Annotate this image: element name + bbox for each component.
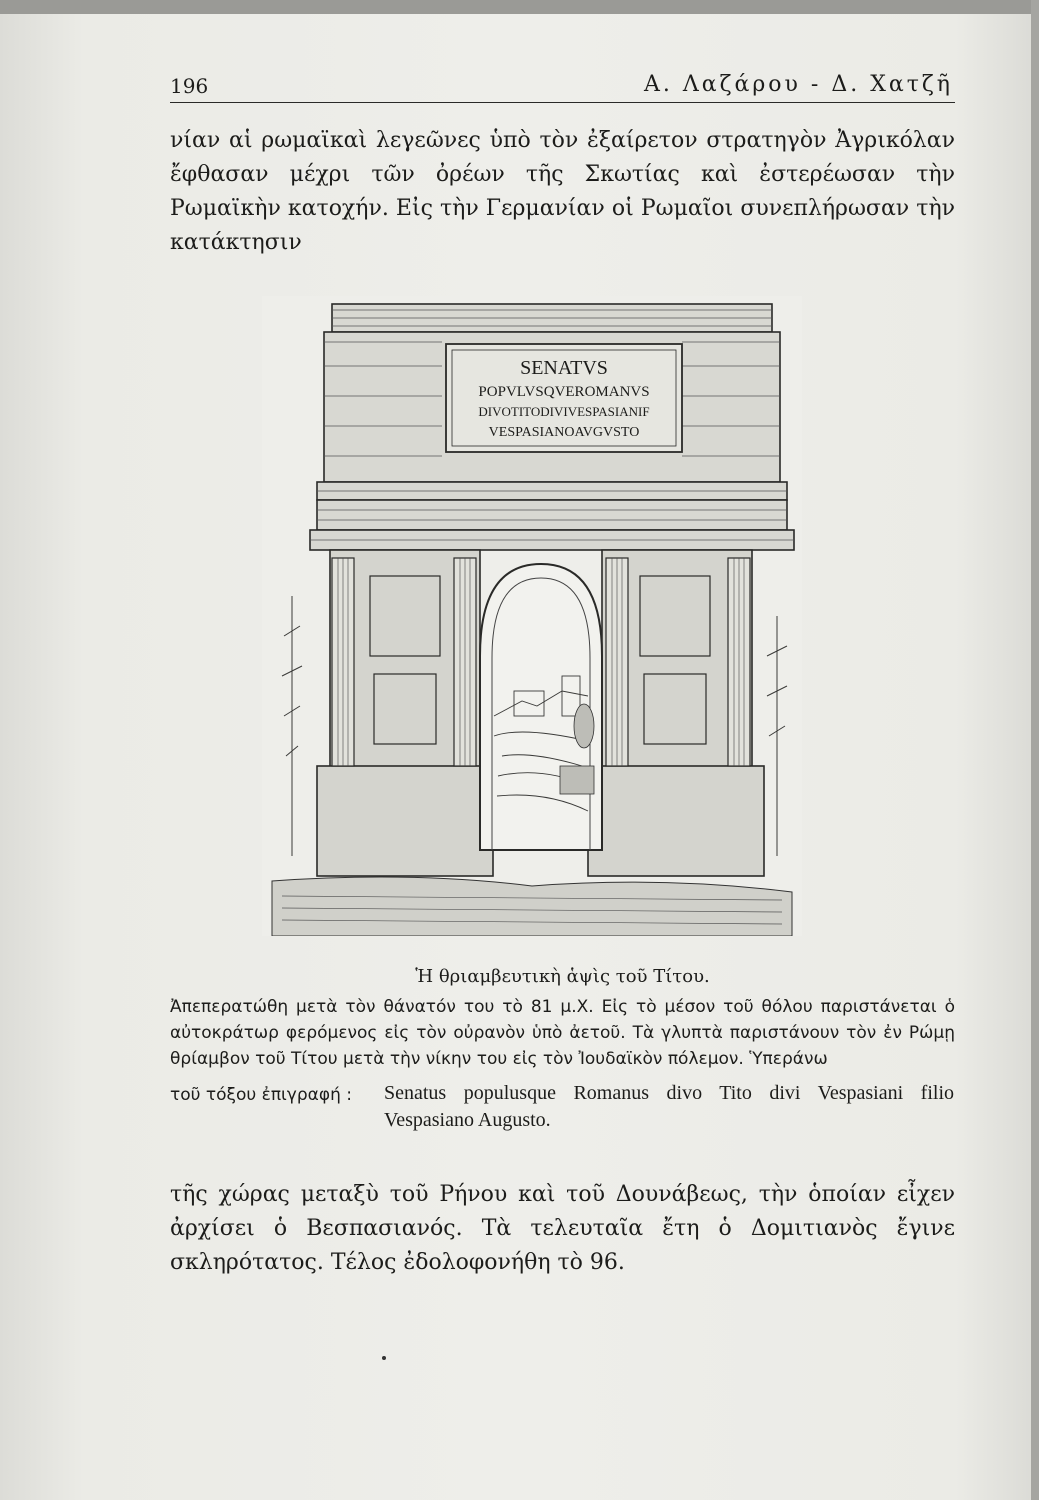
inscription-line-4: VESPASIANOAVGVSTO — [488, 425, 640, 440]
scan-edge-right — [1031, 0, 1039, 1500]
inscription-latin: Senatus populusque Romanus divo Tito divi Vespasiani filio Vespasiano Augusto. — [384, 1082, 954, 1131]
body-paragraph-2: τῆς χώρας μεταξὺ τοῦ Ρήνου καὶ τοῦ Δουνάβεως, τὴν ὁποίαν εἶχεν ἀρχίσει ὁ Βεσπασιανός. Τὰ τελευταῖα ἔτη ὁ Δομιτιανὸς ἔγινε σκληρότατος. Τέλος ἐδολοφονήθη τὸ 96. — [170, 1182, 955, 1275]
inscription-label: τοῦ τόξου ἐπιγραφή : — [170, 1085, 352, 1105]
ink-speck — [382, 1356, 386, 1360]
figure-caption-text: Ἀπεπερατώθη μετὰ τὸν θάνατόν του τὸ 81 μ.Χ. Εἰς τὸ μέσον τοῦ θόλου παριστάνεται ὁ αὐτοκράτωρ φερόμενος εἰς τὸν οὐρανὸν ὑπὸ ἀετοῦ. Τὰ γλυπτὰ παριστάνουν τὸν ἐν Ρώμῃ θρίαμβον τοῦ Τίτου μετὰ τὴν νίκην του εἰς τὸν Ἰουδαϊκὸν πόλεμον. Ὑπεράνω — [170, 997, 955, 1069]
inscription-line-2: POPVLVSQVEROMANVS — [478, 384, 650, 400]
scan-edge-top — [0, 0, 1039, 14]
body-paragraph-1: νίαν αἱ ρωμαϊκαὶ λεγεῶνες ὑπὸ τὸν ἐξαίρετον στρατηγὸν Ἀγρικόλαν ἔφθασαν μέχρι τῶν ὀρέων τῆς Σκωτίας καὶ ἐστερέωσαν τὴν Ρωμαϊκὴν κατοχήν. Εἰς τὴν Γερμανίαν οἱ Ρωμαῖοι συνεπλήρωσαν τὴν κατάκτησιν — [170, 128, 955, 255]
figure-caption-title: Ἡ θριαμβευτικὴ ἁψὶς τοῦ Τίτου. — [415, 966, 710, 987]
page-header — [170, 72, 955, 103]
page-number: 196 — [170, 74, 209, 98]
inscription-line-1: SENATVS — [520, 357, 608, 379]
inscription-line-3: DIVOTITODIVIVESPASIANIF — [478, 404, 650, 419]
arch-of-titus-engraving — [262, 296, 802, 936]
running-head: Α. Λαζάρου - Δ. Χατζῆ — [643, 72, 953, 97]
